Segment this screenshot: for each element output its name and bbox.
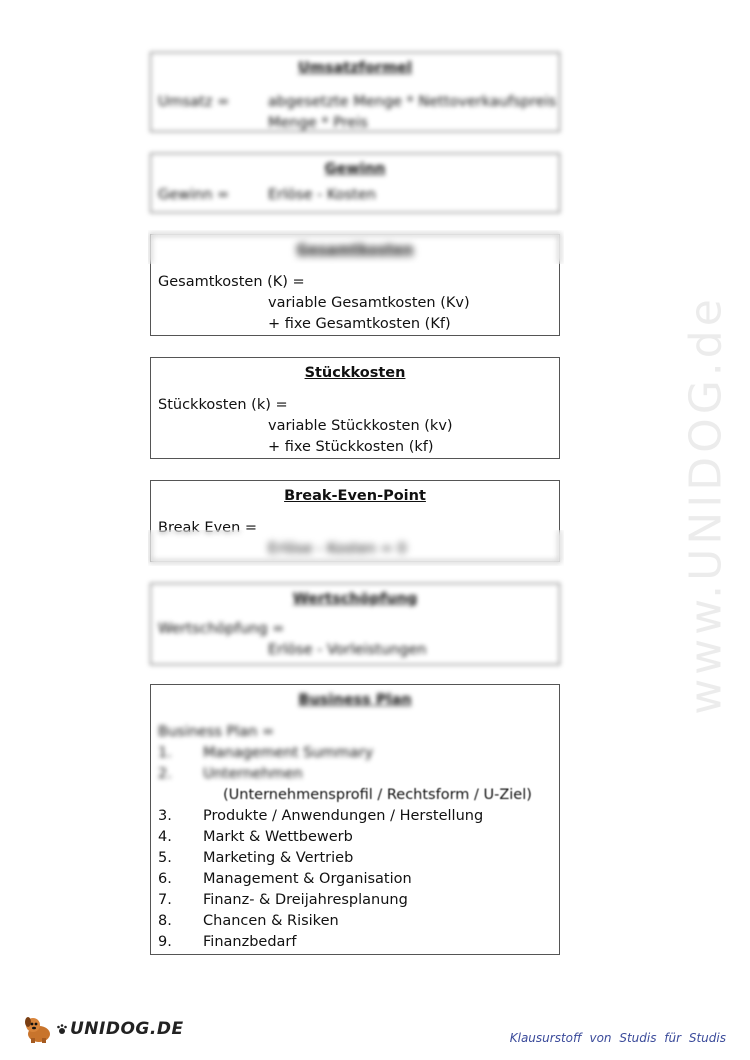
businessplan-title: Business Plan <box>298 692 412 708</box>
list-item-text: (Unternehmensprofil / Rechtsform / U-Ziel) <box>223 787 532 803</box>
paw-icon <box>56 1023 68 1035</box>
stueckkosten-title: Stückkosten <box>304 365 406 381</box>
list-item-text: Management & Organisation <box>203 871 412 887</box>
gesamtkosten-title: Gesamtkosten <box>296 242 414 258</box>
list-item-number: 3. <box>158 808 172 824</box>
gewinn-label: Gewinn = <box>158 187 230 203</box>
businessplan-label: Business Plan = <box>158 724 275 740</box>
umsatz-label: Umsatz = <box>158 94 230 110</box>
list-item-text: Marketing & Vertrieb <box>203 850 354 866</box>
wertschoepfung-line1: Erlöse - Vorleistungen <box>268 642 427 658</box>
wertschoepfung-title: Wertschöpfung <box>292 591 418 607</box>
umsatz-title: Umsatzformel <box>297 60 412 76</box>
umsatz-line2: Menge * Preis <box>268 115 368 131</box>
list-item <box>151 743 559 764</box>
breakeven-label: Break Even = <box>158 520 258 536</box>
list-item-number: 9. <box>158 934 172 950</box>
wertschoepfung-box <box>150 583 560 665</box>
list-item-text: Chancen & Risiken <box>203 913 339 929</box>
wertschoepfung-label: Wertschöpfung = <box>158 621 285 637</box>
stueckkosten-label: Stückkosten (k) = <box>158 397 288 413</box>
footer-logo-text: UNIDOG.DE <box>70 1019 184 1039</box>
stueckkosten-box <box>150 357 560 459</box>
umsatz-box <box>150 52 560 132</box>
list-item <box>151 848 559 869</box>
list-item <box>151 827 559 848</box>
breakeven-line1: Erlöse - Kosten = 0 <box>268 541 407 557</box>
gesamtkosten-label: Gesamtkosten (K) = <box>158 274 305 290</box>
gesamtkosten-line2: + fixe Gesamtkosten (Kf) <box>268 316 451 332</box>
footer-logo[interactable] <box>22 1014 184 1044</box>
list-item-number: 7. <box>158 892 172 908</box>
list-item <box>151 911 559 932</box>
dog-mascot-icon <box>22 1014 56 1044</box>
list-item-number: 4. <box>158 829 172 845</box>
gewinn-title: Gewinn <box>324 161 386 177</box>
list-item-text: Unternehmen <box>203 766 303 782</box>
gewinn-line1: Erlöse - Kosten <box>268 187 376 203</box>
breakeven-title: Break-Even-Point <box>284 488 426 504</box>
list-item <box>151 932 559 953</box>
list-item-text: Markt & Wettbewerb <box>203 829 353 845</box>
breakeven-bottom-fade <box>148 530 564 566</box>
stueckkosten-line1: variable Stückkosten (kv) <box>268 418 453 434</box>
list-item <box>151 869 559 890</box>
gewinn-box <box>150 153 560 213</box>
list-item-number: 2. <box>158 766 172 782</box>
list-item-text: Finanzbedarf <box>203 934 297 950</box>
list-item <box>151 764 559 785</box>
list-item-text: Produkte / Anwendungen / Herstellung <box>203 808 484 824</box>
list-item-number: 6. <box>158 871 172 887</box>
stueckkosten-line2: + fixe Stückkosten (kf) <box>268 439 434 455</box>
umsatz-line1: abgesetzte Menge * Nettoverkaufspreis <box>268 94 557 110</box>
list-item-number: 1. <box>158 745 172 761</box>
list-item <box>151 785 559 806</box>
businessplan-box <box>150 684 560 955</box>
list-item <box>151 806 559 827</box>
gesamtkosten-line1: variable Gesamtkosten (Kv) <box>268 295 470 311</box>
gesamtkosten-top-fade <box>148 230 564 264</box>
list-item-text: Finanz- & Dreijahresplanung <box>203 892 408 908</box>
list-item-number: 8. <box>158 913 172 929</box>
list-item-text: Management Summary <box>203 745 374 761</box>
list-item <box>151 890 559 911</box>
watermark: www.UNIDOG.de <box>680 295 732 715</box>
footer-tagline: Klausurstoff von Studis für Studis <box>509 1031 726 1045</box>
list-item-number: 5. <box>158 850 172 866</box>
